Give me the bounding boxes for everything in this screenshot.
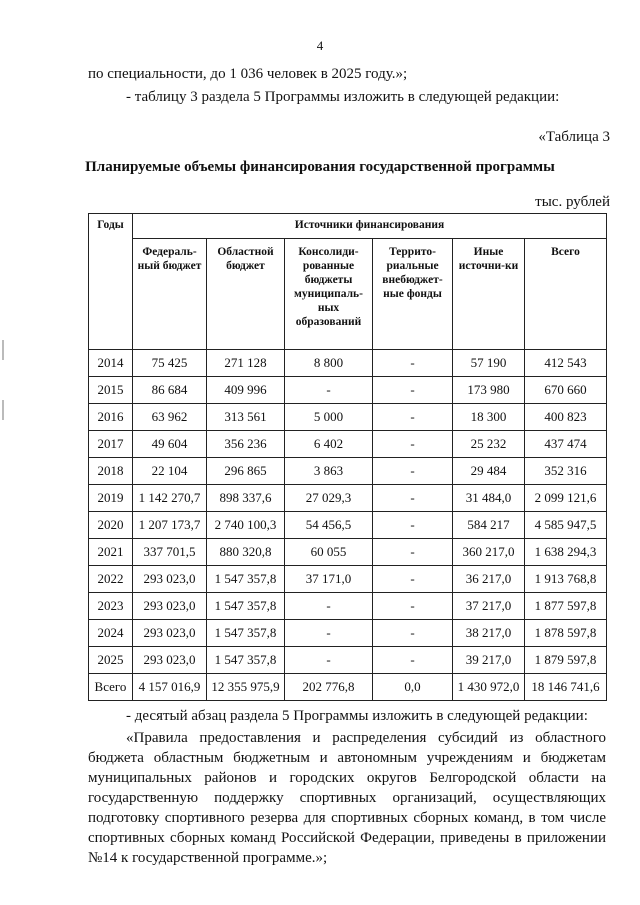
cell-regional: 1 547 357,8 bbox=[207, 593, 285, 620]
cell-total: 437 474 bbox=[525, 431, 607, 458]
cell-municipal: 3 863 bbox=[285, 458, 373, 485]
cell-other: 584 217 bbox=[453, 512, 525, 539]
cell-total: 4 585 947,5 bbox=[525, 512, 607, 539]
cell-total: 18 146 741,6 bbox=[525, 674, 607, 701]
header-territorial-funds: Террито-риальные внебюджет-ные фонды bbox=[373, 239, 453, 350]
cell-territorial: - bbox=[373, 512, 453, 539]
cell-total: 400 823 bbox=[525, 404, 607, 431]
cell-other: 31 484,0 bbox=[453, 485, 525, 512]
cell-total: 1 913 768,8 bbox=[525, 566, 607, 593]
table-row bbox=[89, 539, 607, 566]
cell-regional: 12 355 975,9 bbox=[207, 674, 285, 701]
cell-federal: 293 023,0 bbox=[133, 566, 207, 593]
cell-territorial: - bbox=[373, 350, 453, 377]
cell-municipal: - bbox=[285, 620, 373, 647]
cell-total: 670 660 bbox=[525, 377, 607, 404]
cell-territorial: 0,0 bbox=[373, 674, 453, 701]
cell-municipal: 37 171,0 bbox=[285, 566, 373, 593]
cell-federal: 75 425 bbox=[133, 350, 207, 377]
cell-federal: 22 104 bbox=[133, 458, 207, 485]
cell-territorial: - bbox=[373, 539, 453, 566]
cell-regional: 880 320,8 bbox=[207, 539, 285, 566]
cell-federal: 1 142 270,7 bbox=[133, 485, 207, 512]
cell-regional: 409 996 bbox=[207, 377, 285, 404]
cell-municipal: - bbox=[285, 593, 373, 620]
table-row bbox=[89, 350, 607, 377]
cell-year: 2019 bbox=[89, 485, 133, 512]
table-row bbox=[89, 593, 607, 620]
scan-margin-mark bbox=[2, 340, 4, 360]
cell-municipal: 60 055 bbox=[285, 539, 373, 566]
cell-year: 2018 bbox=[89, 458, 133, 485]
cell-regional: 2 740 100,3 bbox=[207, 512, 285, 539]
cell-year: 2015 bbox=[89, 377, 133, 404]
cell-regional: 296 865 bbox=[207, 458, 285, 485]
table-row bbox=[89, 404, 607, 431]
cell-other: 173 980 bbox=[453, 377, 525, 404]
cell-federal: 63 962 bbox=[133, 404, 207, 431]
cell-year: 2024 bbox=[89, 620, 133, 647]
table-row bbox=[89, 647, 607, 674]
cell-territorial: - bbox=[373, 620, 453, 647]
cell-federal: 49 604 bbox=[133, 431, 207, 458]
cell-other: 38 217,0 bbox=[453, 620, 525, 647]
cell-other: 18 300 bbox=[453, 404, 525, 431]
cell-year: 2014 bbox=[89, 350, 133, 377]
cell-territorial: - bbox=[373, 593, 453, 620]
table-row bbox=[89, 512, 607, 539]
cell-territorial: - bbox=[373, 485, 453, 512]
cell-territorial: - bbox=[373, 458, 453, 485]
cell-regional: 356 236 bbox=[207, 431, 285, 458]
cell-other: 1 430 972,0 bbox=[453, 674, 525, 701]
cell-federal: 4 157 016,9 bbox=[133, 674, 207, 701]
cell-regional: 1 547 357,8 bbox=[207, 566, 285, 593]
cell-year: 2025 bbox=[89, 647, 133, 674]
units-label: тыс. рублей bbox=[535, 194, 610, 210]
cell-regional: 271 128 bbox=[207, 350, 285, 377]
cell-total: 1 879 597,8 bbox=[525, 647, 607, 674]
cell-year: 2017 bbox=[89, 431, 133, 458]
cell-municipal: 54 456,5 bbox=[285, 512, 373, 539]
table-caption: «Таблица 3 bbox=[538, 129, 610, 145]
cell-other: 39 217,0 bbox=[453, 647, 525, 674]
cell-total: 352 316 bbox=[525, 458, 607, 485]
financing-table bbox=[88, 213, 607, 701]
cell-municipal: 5 000 bbox=[285, 404, 373, 431]
header-municipal: Консолиди-рованные бюджеты муниципаль-ных образований bbox=[285, 239, 373, 350]
cell-other: 29 484 bbox=[453, 458, 525, 485]
intro-line-2: - таблицу 3 раздела 5 Программы изложить в следующей редакции: bbox=[126, 89, 560, 105]
table-row bbox=[89, 431, 607, 458]
cell-year: 2023 bbox=[89, 593, 133, 620]
cell-federal: 293 023,0 bbox=[133, 647, 207, 674]
cell-territorial: - bbox=[373, 566, 453, 593]
cell-municipal: - bbox=[285, 647, 373, 674]
cell-regional: 1 547 357,8 bbox=[207, 620, 285, 647]
cell-municipal: 27 029,3 bbox=[285, 485, 373, 512]
table-row bbox=[89, 377, 607, 404]
header-total: Всего bbox=[525, 239, 607, 350]
header-other-sources: Иные источни-ки bbox=[453, 239, 525, 350]
table-row bbox=[89, 620, 607, 647]
cell-regional: 898 337,6 bbox=[207, 485, 285, 512]
cell-municipal: 202 776,8 bbox=[285, 674, 373, 701]
header-regional: Областной бюджет bbox=[207, 239, 285, 350]
cell-federal: 293 023,0 bbox=[133, 593, 207, 620]
cell-total: 1 877 597,8 bbox=[525, 593, 607, 620]
cell-territorial: - bbox=[373, 431, 453, 458]
cell-regional: 313 561 bbox=[207, 404, 285, 431]
table-title: Планируемые объемы финансирования государственной программы bbox=[85, 159, 555, 175]
cell-year: 2021 bbox=[89, 539, 133, 566]
cell-other: 25 232 bbox=[453, 431, 525, 458]
cell-other: 360 217,0 bbox=[453, 539, 525, 566]
cell-year: 2022 bbox=[89, 566, 133, 593]
cell-federal: 1 207 173,7 bbox=[133, 512, 207, 539]
cell-total: 1 638 294,3 bbox=[525, 539, 607, 566]
cell-regional: 1 547 357,8 bbox=[207, 647, 285, 674]
outro-body: «Правила предоставления и распределения субсидий из областного бюджета областным бюджетным и автономным учреждениям и бюджетам муниципальных районов и городских округов Белгородской области на государственную поддержку спортивных организаций, осуществляющих подготовку спортивного резерва для спортивных сборных команд, в том числе спортивных сборных команд Российской Федерации, приведены в приложении №14 к государственной программе.»; bbox=[88, 730, 606, 866]
header-sources: Источники финансирования bbox=[133, 214, 607, 239]
cell-other: 36 217,0 bbox=[453, 566, 525, 593]
cell-federal: 86 684 bbox=[133, 377, 207, 404]
intro-line-1: по специальности, до 1 036 человек в 2025 году.»; bbox=[88, 66, 408, 82]
page-number: 4 bbox=[316, 38, 324, 53]
cell-other: 57 190 bbox=[453, 350, 525, 377]
cell-year: 2020 bbox=[89, 512, 133, 539]
cell-other: 37 217,0 bbox=[453, 593, 525, 620]
cell-federal: 293 023,0 bbox=[133, 620, 207, 647]
cell-total: 2 099 121,6 bbox=[525, 485, 607, 512]
cell-total: 412 543 bbox=[525, 350, 607, 377]
scan-margin-mark bbox=[2, 400, 4, 420]
cell-federal: 337 701,5 bbox=[133, 539, 207, 566]
cell-total-label: Всего bbox=[89, 674, 133, 701]
cell-year: 2016 bbox=[89, 404, 133, 431]
cell-territorial: - bbox=[373, 647, 453, 674]
table-row bbox=[89, 458, 607, 485]
table-row bbox=[89, 485, 607, 512]
cell-municipal: 6 402 bbox=[285, 431, 373, 458]
cell-municipal: 8 800 bbox=[285, 350, 373, 377]
header-federal: Федераль-ный бюджет bbox=[133, 239, 207, 350]
cell-municipal: - bbox=[285, 377, 373, 404]
table-total-row bbox=[89, 674, 607, 701]
cell-total: 1 878 597,8 bbox=[525, 620, 607, 647]
header-years: Годы bbox=[89, 214, 133, 350]
outro-intro: - десятый абзац раздела 5 Программы изложить в следующей редакции: bbox=[126, 708, 588, 724]
table-row bbox=[89, 566, 607, 593]
cell-territorial: - bbox=[373, 404, 453, 431]
cell-territorial: - bbox=[373, 377, 453, 404]
